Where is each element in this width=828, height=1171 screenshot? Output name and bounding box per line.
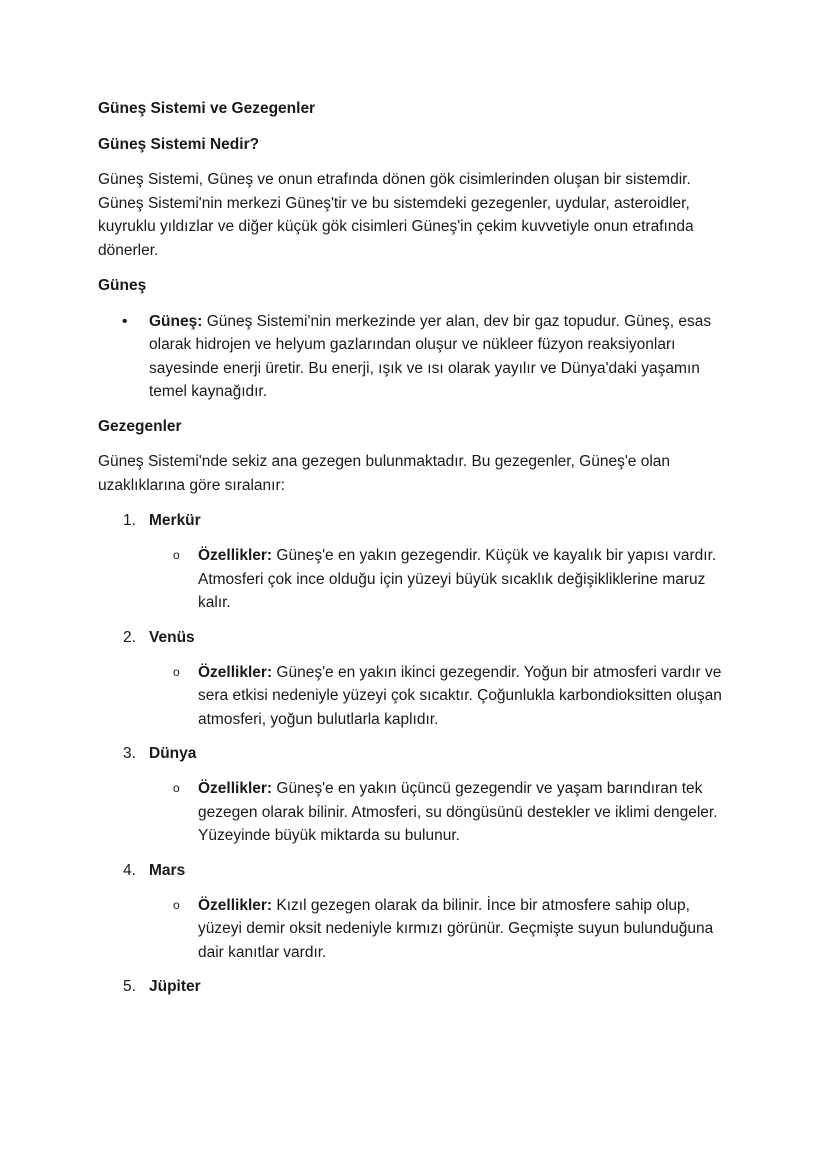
list-number: 4.: [123, 861, 136, 879]
planet-name: Venüs: [149, 628, 195, 646]
features-label: Özellikler:: [198, 896, 273, 914]
section-heading-sun: Güneş: [98, 277, 147, 294]
features-label: Özellikler:: [198, 547, 273, 564]
features-text: Güneş'e en yakın ikinci gezegendir. Yoğun bir atmosferi vardır ve sera etkisi nedeniyle yüzeyi çok sıcaktır. Çoğunlukla karbondioksitten oluşan atmosferi, yoğun bulutlarla kaplıdır.: [198, 663, 722, 728]
planet-features: [98, 894, 738, 965]
sun-bullet-text: Güneş Sistemi'nin merkezinde yer alan, dev bir gaz topudur. Güneş, esas olarak hidrojen ve helyum gazlarından oluşur ve nükleer füzyon reaksiyonları sayesinde enerji üretir. Bu enerji, ışık ve ısı olarak yayılır ve Dünya'daki yaşamın temel kaynağıdır.: [149, 312, 712, 400]
document-title: Güneş Sistemi ve Gezegenler: [98, 100, 316, 117]
circle-bullet-icon: o: [173, 897, 180, 912]
list-number: 5.: [123, 978, 136, 995]
planet-item-venus: [98, 626, 738, 732]
planet-name: Merkür: [149, 512, 201, 529]
planet-features: [98, 544, 738, 615]
circle-bullet-icon: o: [173, 548, 180, 562]
features-label: Özellikler:: [198, 780, 273, 797]
document-page: [98, 97, 738, 1010]
planet-name: Jüpiter: [149, 978, 201, 995]
circle-bullet-icon: o: [173, 664, 180, 679]
planet-name: Mars: [149, 861, 186, 879]
circle-bullet-icon: o: [173, 781, 180, 795]
sun-bullet-label: Güneş:: [149, 312, 203, 330]
features-label: Özellikler:: [198, 663, 273, 681]
list-number: 3.: [123, 745, 136, 762]
planet-item-earth: [98, 742, 738, 848]
planet-features: [98, 777, 738, 848]
section-heading-planets: Gezegenler: [98, 417, 182, 435]
planet-item-mercury: [98, 509, 738, 615]
sun-bullet-list: [98, 310, 738, 404]
solar-system-paragraph: Güneş Sistemi, Güneş ve onun etrafında dönen gök cisimlerinden oluşan bir sistemdir. Güneş Sistemi'nin merkezi Güneş'tir ve bu sistemdeki gezegenler, uydular, asteroidler, kuyruklu yıldızlar ve diğer küçük gök cisimleri Güneş'in çekim kuvvetiyle onun etrafında dönerler.: [98, 171, 694, 259]
section-heading-solar-system: Güneş Sistemi Nedir?: [98, 135, 260, 153]
list-number: 2.: [123, 628, 136, 646]
planet-features: [98, 661, 738, 732]
planet-item-jupiter: [98, 975, 738, 998]
features-text: Güneş'e en yakın üçüncü gezegendir ve yaşam barındıran tek gezegen olarak bilinir. Atmosferi, su döngüsünü destekler ve iklimi dengeler. Yüzeyinde büyük miktarda su bulunur.: [198, 780, 718, 844]
planets-intro-paragraph: Güneş Sistemi'nde sekiz ana gezegen bulunmaktadır. Bu gezegenler, Güneş'e olan uzaklıklarına göre sıralanır:: [98, 453, 671, 494]
list-number: 1.: [123, 512, 136, 529]
bullet-icon: •: [122, 312, 128, 330]
planet-list: [98, 509, 738, 998]
features-text: Kızıl gezegen olarak da bilinir. İnce bir atmosfere sahip olup, yüzeyi demir oksit nedeniyle kırmızı görünür. Geçmişte suyun bulunduğuna dair kanıtlar vardır.: [198, 896, 714, 961]
planet-item-mars: [98, 859, 738, 965]
planet-name: Dünya: [149, 745, 197, 762]
sun-bullet-item: [98, 310, 738, 404]
features-text: Güneş'e en yakın gezegendir. Küçük ve kayalık bir yapısı vardır. Atmosferi çok ince olduğu için yüzeyi büyük sıcaklık değişikliklerine maruz kalır.: [198, 547, 717, 611]
